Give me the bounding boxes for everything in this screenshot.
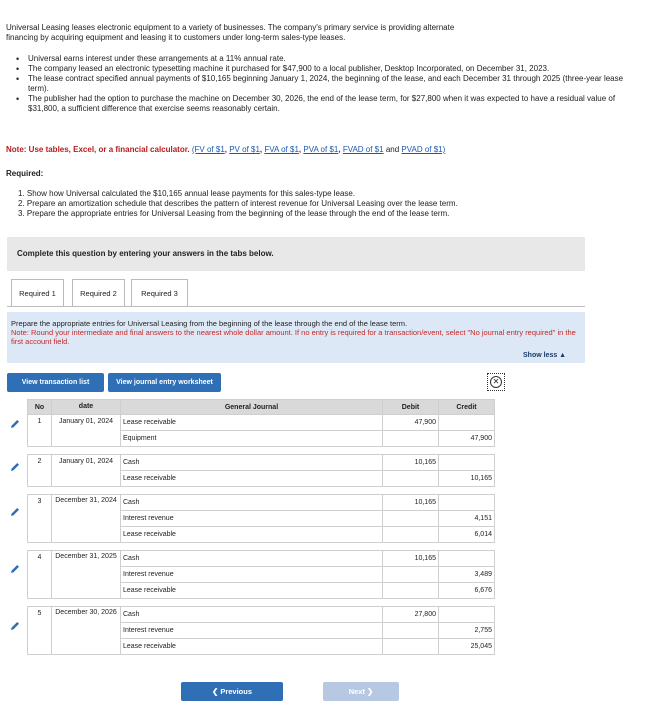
fact-item: • Universal earns interest under these arrangements at a 11% annual rate. xyxy=(14,54,646,64)
instructions-box xyxy=(7,312,585,363)
credit-cell[interactable] xyxy=(439,455,495,471)
required-heading: Required: xyxy=(6,169,44,178)
entry-date[interactable]: December 30, 2026 xyxy=(52,607,121,655)
table-row xyxy=(28,607,495,623)
required-item: 3. Prepare the appropriate entries for Universal Leasing from the beginning of the lease through the end of the lease term. xyxy=(18,209,450,218)
table-row xyxy=(28,551,495,567)
complete-text: Complete this question by entering your answers in the tabs below. xyxy=(17,249,274,258)
debit-cell[interactable]: 10,165 xyxy=(383,551,439,567)
table-row xyxy=(28,495,495,511)
journal-table xyxy=(27,399,495,655)
debit-cell[interactable]: 27,800 xyxy=(383,607,439,623)
debit-cell[interactable]: 10,165 xyxy=(383,455,439,471)
required-list xyxy=(18,189,638,219)
account-cell[interactable]: Cash xyxy=(121,455,383,471)
credit-cell[interactable]: 6,676 xyxy=(439,583,495,599)
debit-cell[interactable] xyxy=(383,527,439,543)
fact-item: • The company leased an electronic typesetting machine it purchased for $47,900 to a local publisher, Desktop Incorporated, on December 31, 2023. xyxy=(14,64,646,74)
entry-no: 2 xyxy=(28,455,52,487)
entry-date[interactable]: December 31, 2025 xyxy=(52,551,121,599)
link-pvad[interactable]: PVAD of $1) xyxy=(401,145,446,154)
credit-cell[interactable]: 10,165 xyxy=(439,471,495,487)
credit-cell[interactable]: 25,045 xyxy=(439,639,495,655)
account-cell[interactable]: Lease receivable xyxy=(121,639,383,655)
account-cell[interactable]: Equipment xyxy=(121,431,383,447)
account-cell[interactable]: Interest revenue xyxy=(121,511,383,527)
entry-date[interactable]: January 01, 2024 xyxy=(52,415,121,447)
view-journal-worksheet-button[interactable]: View journal entry worksheet xyxy=(108,373,221,392)
table-row xyxy=(28,455,495,471)
instructions-line-1: Prepare the appropriate entries for Universal Leasing from the beginning of the lease through the end of the lease term. xyxy=(11,319,408,328)
account-cell[interactable]: Interest revenue xyxy=(121,567,383,583)
header-credit: Credit xyxy=(439,400,495,415)
debit-cell[interactable] xyxy=(383,567,439,583)
edit-pencil-icon[interactable] xyxy=(9,620,21,632)
link-fv[interactable]: (FV of $1 xyxy=(191,145,225,154)
debit-cell[interactable] xyxy=(383,639,439,655)
edit-pencil-icon[interactable] xyxy=(9,563,21,575)
debit-cell[interactable] xyxy=(383,471,439,487)
close-icon[interactable]: ✕ xyxy=(487,373,505,391)
tabs-divider xyxy=(7,306,585,307)
credit-cell[interactable] xyxy=(439,607,495,623)
entry-no: 5 xyxy=(28,607,52,655)
link-pv[interactable]: PV of $1 xyxy=(229,145,260,154)
debit-cell[interactable] xyxy=(383,623,439,639)
edit-pencil-icon[interactable] xyxy=(9,506,21,518)
debit-cell[interactable] xyxy=(383,583,439,599)
tab-required-2[interactable]: Required 2 xyxy=(72,279,125,307)
previous-button[interactable]: ❮ Previous xyxy=(181,682,283,701)
entry-no: 3 xyxy=(28,495,52,543)
view-transaction-list-button[interactable]: View transaction list xyxy=(7,373,104,392)
account-cell[interactable]: Lease receivable xyxy=(121,471,383,487)
account-cell[interactable]: Cash xyxy=(121,495,383,511)
required-item: 1. Show how Universal calculated the $10,165 annual lease payments for this sales-type lease. xyxy=(18,189,356,198)
table-header-row xyxy=(28,400,495,415)
instructions-note: Note: Round your intermediate and final answers to the nearest whole dollar amount. If no entry is required for a transaction/event, select "No journal entry required" in the first account field. xyxy=(11,328,576,346)
intro-line-1: Universal Leasing leases electronic equipment to a variety of businesses. The company's primary service is providing alternate xyxy=(6,23,455,32)
debit-cell[interactable]: 10,165 xyxy=(383,495,439,511)
entry-date[interactable]: December 31, 2024 xyxy=(52,495,121,543)
header-no: No xyxy=(28,400,52,415)
credit-cell[interactable]: 4,151 xyxy=(439,511,495,527)
tab-required-1[interactable]: Required 1 xyxy=(11,279,64,307)
next-button[interactable]: Next ❯ xyxy=(323,682,399,701)
link-pva[interactable]: PVA of $1 xyxy=(303,145,339,154)
account-cell[interactable]: Lease receivable xyxy=(121,527,383,543)
entry-no: 4 xyxy=(28,551,52,599)
credit-cell[interactable]: 47,900 xyxy=(439,431,495,447)
note-line: Note: Use tables, Excel, or a financial calculator. (FV of $1, PV of $1, FVA of $1, PVA of $1, FVAD of $1 and PVAD of $1) xyxy=(6,145,446,154)
fact-item: • The publisher had the option to purchase the machine on December 30, 2026, the end of the lease term, for $27,800 when it was expected to have a residual value of $31,800, a sufficient difference that exercise seems reasonably certain. xyxy=(14,94,646,114)
credit-cell[interactable]: 6,014 xyxy=(439,527,495,543)
debit-cell[interactable]: 47,900 xyxy=(383,415,439,431)
table-row xyxy=(28,415,495,431)
header-debit: Debit xyxy=(383,400,439,415)
account-cell[interactable]: Cash xyxy=(121,607,383,623)
credit-cell[interactable] xyxy=(439,415,495,431)
edit-pencil-icon[interactable] xyxy=(9,418,21,430)
entry-date[interactable]: January 01, 2024 xyxy=(52,455,121,487)
link-fva[interactable]: FVA of $1 xyxy=(264,145,299,154)
show-less-link[interactable]: Show less ▲ xyxy=(523,352,567,359)
complete-banner xyxy=(7,237,585,271)
edit-pencil-icon[interactable] xyxy=(9,461,21,473)
debit-cell[interactable] xyxy=(383,511,439,527)
tab-required-3[interactable]: Required 3 xyxy=(131,279,188,307)
fact-item: • The lease contract specified annual payments of $10,165 beginning January 1, 2024, the beginning of the lease, and each December 31 through 2025 (three-year lease term). xyxy=(14,74,646,94)
required-item: 2. Prepare an amortization schedule that describes the pattern of interest revenue for Universal Leasing over the lease term. xyxy=(18,199,458,208)
account-cell[interactable]: Lease receivable xyxy=(121,415,383,431)
account-cell[interactable]: Lease receivable xyxy=(121,583,383,599)
credit-cell[interactable]: 2,755 xyxy=(439,623,495,639)
credit-cell[interactable] xyxy=(439,495,495,511)
entry-no: 1 xyxy=(28,415,52,447)
account-cell[interactable]: Interest revenue xyxy=(121,623,383,639)
intro-line-2: financing by acquiring equipment and leasing it to customers under long-term sales-type leases. xyxy=(6,33,346,42)
header-general-journal: General Journal xyxy=(121,400,383,415)
note-label: Note: Use tables, Excel, or a financial calculator. xyxy=(6,145,190,154)
debit-cell[interactable] xyxy=(383,431,439,447)
header-date: date xyxy=(52,400,121,415)
note-and: and xyxy=(385,145,400,154)
credit-cell[interactable] xyxy=(439,551,495,567)
credit-cell[interactable]: 3,489 xyxy=(439,567,495,583)
account-cell[interactable]: Cash xyxy=(121,551,383,567)
facts-list xyxy=(14,54,646,114)
link-fvad[interactable]: FVAD of $1 xyxy=(342,145,384,154)
